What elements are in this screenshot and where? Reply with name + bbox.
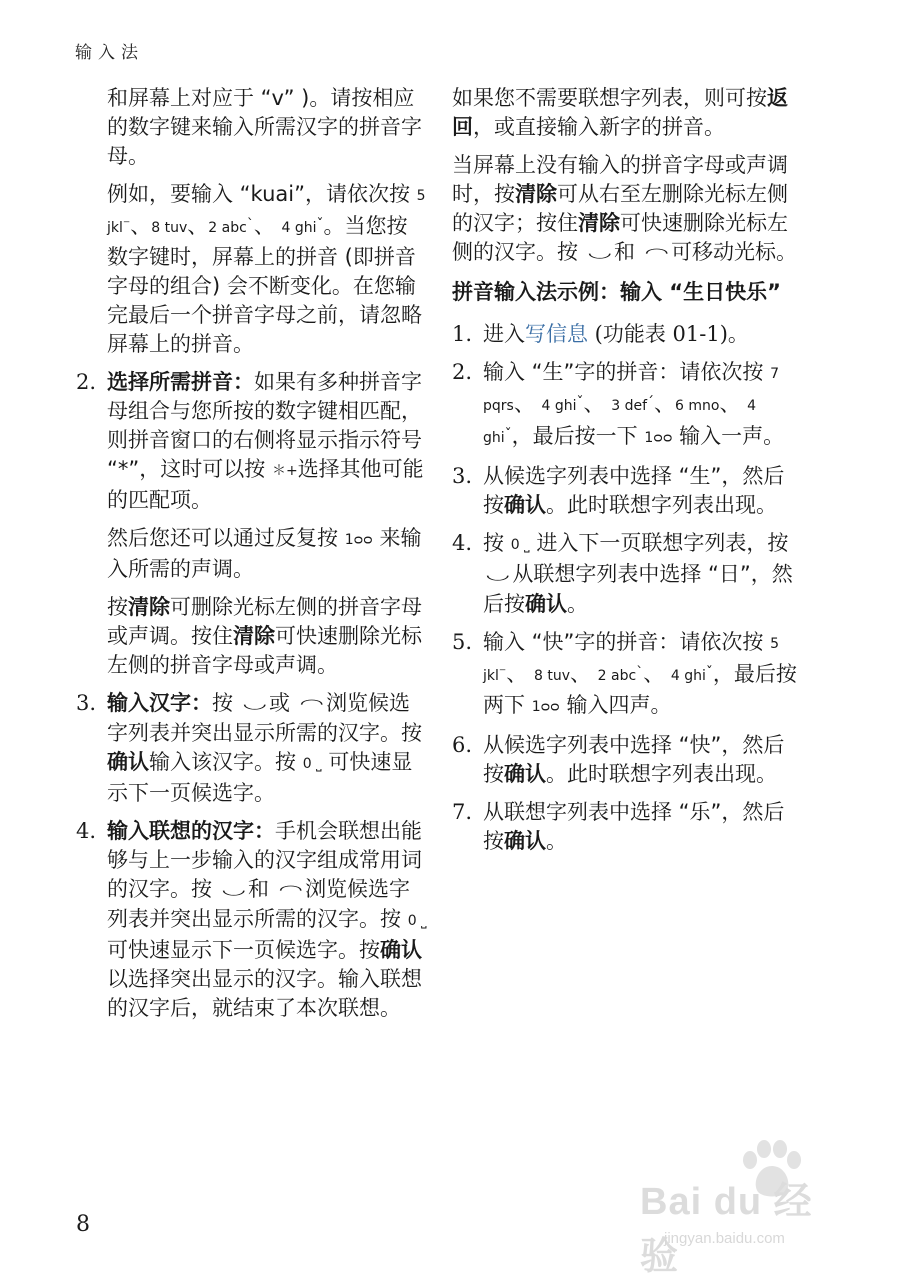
list-item bbox=[76, 368, 428, 680]
scroll-down-key-icon: ◡ bbox=[586, 246, 612, 261]
confirm-label: 确认 bbox=[504, 829, 546, 853]
text: 可删除光标左侧的拼音字母或声调。按住 bbox=[107, 595, 422, 648]
item-text bbox=[483, 529, 804, 619]
item-number: 4. bbox=[76, 819, 97, 843]
item-number: 4. bbox=[452, 531, 473, 555]
item-number: 5. bbox=[452, 630, 473, 654]
item-title: 输入汉字： bbox=[107, 691, 212, 715]
list-item bbox=[76, 689, 428, 808]
left-column bbox=[76, 84, 428, 1032]
item-text bbox=[483, 358, 804, 453]
watermark-url: jingyan.baidu.com bbox=[664, 1230, 785, 1247]
text: 当屏幕上没有输入的拼音字母或声调时，按 bbox=[452, 153, 788, 206]
key-0-space-icon: 0 ⎵ bbox=[302, 756, 322, 772]
text: 可快速显示下一页候选字。 bbox=[107, 750, 413, 805]
key-5: 5 jkl bbox=[483, 636, 780, 684]
text: 按 bbox=[107, 595, 128, 619]
list-item bbox=[452, 529, 804, 619]
text: 浏览候选字列表并突出显示所需的汉字。按 bbox=[107, 877, 411, 931]
item-number: 2. bbox=[452, 360, 473, 384]
list-item bbox=[452, 798, 804, 856]
text: 。此时联想字列表出现。 bbox=[546, 762, 777, 786]
key-0-space-icon: 0 ⎵ bbox=[510, 537, 530, 553]
text: 和 bbox=[614, 240, 636, 264]
item-number: 7. bbox=[452, 800, 473, 824]
sep: 、 bbox=[513, 392, 535, 416]
text: 以选择突出显示的汉字。输入联想的汉字后，就结束了本次联想。 bbox=[107, 967, 422, 1020]
page-number: 8 bbox=[76, 1212, 90, 1237]
text: 输入一声。 bbox=[679, 424, 785, 448]
clear-label: 清除 bbox=[233, 624, 275, 648]
key-4: 4 ghi bbox=[483, 398, 757, 446]
item-number: 2. bbox=[76, 370, 97, 394]
item-title: 输入联想的汉字： bbox=[107, 819, 275, 843]
example-heading: 拼音输入法示例：输入 “生日快乐” bbox=[452, 280, 781, 304]
text: 可从右至左删除光标左侧的汉字；按住 bbox=[452, 182, 788, 235]
item-number: 3. bbox=[76, 691, 97, 715]
sep: 、 bbox=[654, 392, 676, 416]
sep: 、 bbox=[643, 662, 665, 686]
text: 如果您不需要联想字列表，则可按 bbox=[452, 86, 767, 110]
scroll-up-key-icon: ◠ bbox=[643, 246, 669, 261]
item-text bbox=[107, 689, 428, 808]
tone-1-icon: ⁻ bbox=[122, 217, 131, 233]
text: 和 bbox=[248, 877, 270, 901]
item-title: 选择所需拼音： bbox=[107, 370, 254, 394]
key-6: 6 mno bbox=[675, 398, 720, 414]
paragraph: 和屏幕上对应于 “v” )。请按相应的数字键来输入所需汉字的拼音字母。 bbox=[107, 86, 422, 168]
text: 浏览候选字列表并突出显示所需的汉字。按 bbox=[107, 691, 422, 745]
text: 。 bbox=[567, 592, 588, 616]
clear-label: 清除 bbox=[578, 211, 620, 235]
text: ，最后按一下 bbox=[511, 424, 638, 448]
clear-label: 清除 bbox=[515, 182, 557, 206]
key-3: 3 def bbox=[611, 398, 648, 414]
paragraph bbox=[452, 151, 804, 268]
clear-label: 清除 bbox=[128, 595, 170, 619]
text: 手机会联想出能够与上一步输入的汉字组成常用词的汉字。按 bbox=[107, 819, 422, 901]
item-text bbox=[107, 368, 428, 515]
sep: 、 bbox=[253, 214, 275, 238]
star-key-icon: ＊+ bbox=[271, 463, 298, 479]
item-number: 3. bbox=[452, 464, 473, 488]
text: 输入四声。 bbox=[566, 693, 672, 717]
text: 按 bbox=[212, 691, 233, 715]
item-text bbox=[483, 628, 804, 722]
text: 可移动光标。 bbox=[671, 240, 798, 264]
list-item bbox=[452, 320, 804, 349]
text: 。此时联想字列表出现。 bbox=[546, 493, 777, 517]
text: 按 bbox=[483, 531, 504, 555]
text: 进入下一页联想字列表，按 bbox=[536, 531, 789, 555]
baidu-watermark bbox=[640, 1140, 840, 1278]
watermark-brand: Bai du 经验 bbox=[640, 1181, 813, 1278]
list-item bbox=[452, 628, 804, 722]
text: 或 bbox=[269, 691, 291, 715]
text: ，最后按两下 bbox=[483, 662, 797, 717]
key-2: 2 abc bbox=[597, 668, 637, 684]
item-number: 1. bbox=[452, 322, 473, 346]
sep: 、 bbox=[583, 392, 605, 416]
item-text bbox=[483, 731, 804, 789]
text: 从候选字列表中选择 “快”，然后按 bbox=[483, 733, 785, 786]
item-text bbox=[107, 593, 428, 680]
text: 从候选字列表中选择 “生”，然后按 bbox=[483, 464, 785, 517]
tone-3-icon: ˇ bbox=[504, 427, 512, 443]
key-8: 8 tuv bbox=[151, 220, 188, 236]
paragraph bbox=[452, 84, 804, 142]
text: 从联想字列表中选择 “乐”，然后按 bbox=[483, 800, 785, 853]
key-4: 4 ghi bbox=[541, 398, 577, 414]
sep: 、 bbox=[130, 214, 152, 238]
text: 例如，要输入 “kuai”，请依次按 bbox=[107, 182, 410, 206]
text: 然后您还可以通过反复按 bbox=[107, 526, 338, 550]
text: 可快速显示下一页候选字。按 bbox=[107, 938, 380, 962]
text: 从联想字列表中选择 “日”，然后按 bbox=[483, 562, 793, 616]
back-label: 返回 bbox=[452, 86, 788, 139]
key-4: 4 ghi bbox=[281, 220, 317, 236]
text: 。当您按数字键时，屏幕上的拼音 (即拼音字母的组合) 会不断变化。在您输完最后一个拼音字母之前，请忽略屏幕上的拼音。 bbox=[107, 214, 422, 356]
scroll-down-key-icon: ◡ bbox=[485, 568, 511, 583]
text: 。 bbox=[546, 829, 567, 853]
scroll-up-key-icon: ◠ bbox=[298, 697, 324, 712]
tone-3-icon: ˇ bbox=[316, 217, 324, 233]
text: (功能表 01-1)。 bbox=[588, 322, 749, 346]
item-text bbox=[483, 320, 804, 349]
key-1-voicemail-icon: 1ᴑᴑ bbox=[344, 532, 373, 548]
key-4: 4 ghi bbox=[670, 668, 706, 684]
list-item bbox=[452, 731, 804, 789]
text: 选择其他可能的匹配项。 bbox=[107, 457, 424, 512]
list-item bbox=[452, 358, 804, 453]
item-text bbox=[483, 462, 804, 520]
confirm-label: 确认 bbox=[504, 493, 546, 517]
key-7: 7 pqrs bbox=[483, 366, 780, 414]
key-8: 8 tuv bbox=[533, 668, 570, 684]
text: 进入 bbox=[483, 322, 525, 346]
scroll-down-key-icon: ◡ bbox=[241, 697, 267, 712]
text: 输入 “快”字的拼音：请依次按 bbox=[483, 630, 764, 654]
key-0-space-icon: 0 ⎵ bbox=[407, 913, 427, 929]
sep: 、 bbox=[506, 662, 528, 686]
tone-3-icon: ˇ bbox=[576, 395, 584, 411]
confirm-label: 确认 bbox=[107, 750, 149, 774]
confirm-label: 确认 bbox=[380, 938, 422, 962]
section-header: 输入法 bbox=[75, 43, 144, 63]
text: 可快速删除光标左侧的拼音字母或声调。 bbox=[107, 624, 422, 677]
list-item bbox=[452, 462, 804, 520]
sep: 、 bbox=[569, 662, 591, 686]
paragraph bbox=[76, 180, 428, 359]
item-number: 6. bbox=[452, 733, 473, 757]
item-text bbox=[107, 524, 428, 584]
scroll-up-key-icon: ◠ bbox=[277, 883, 303, 898]
text: 来输入所需的声调。 bbox=[107, 526, 422, 581]
text: 可快速删除光标左侧的汉字。按 bbox=[452, 211, 788, 264]
tone-2-icon: ˊ bbox=[647, 395, 655, 411]
tone-1-icon: ⁻ bbox=[498, 665, 507, 681]
tone-4-icon: ˋ bbox=[636, 665, 644, 681]
confirm-label: 确认 bbox=[525, 592, 567, 616]
scroll-down-key-icon: ◡ bbox=[220, 883, 246, 898]
tone-3-icon: ˇ bbox=[705, 665, 713, 681]
tone-4-icon: ˋ bbox=[246, 217, 254, 233]
text: ，或直接输入新字的拼音。 bbox=[473, 115, 725, 139]
sep: 、 bbox=[187, 214, 209, 238]
confirm-label: 确认 bbox=[504, 762, 546, 786]
text: 输入该汉字。按 bbox=[149, 750, 296, 774]
key-5: 5 jkl bbox=[107, 188, 426, 236]
sep: 、 bbox=[719, 392, 741, 416]
right-column bbox=[452, 84, 804, 865]
key-2: 2 abc bbox=[208, 220, 247, 236]
text: 输入 “生”字的拼音：请依次按 bbox=[483, 360, 764, 384]
item-text bbox=[483, 798, 804, 856]
list-item bbox=[76, 817, 428, 1023]
write-message-link[interactable]: 写信息 bbox=[525, 322, 588, 346]
key-1-voicemail-icon: 1ᴑᴑ bbox=[531, 699, 560, 715]
text: 如果有多种拼音字母组合与您所按的数字键相匹配，则拼音窗口的右侧将显示指示符号 “*”，这时可以按 bbox=[107, 370, 422, 481]
key-1-voicemail-icon: 1ᴑᴑ bbox=[644, 430, 673, 446]
item-text bbox=[107, 817, 428, 1023]
